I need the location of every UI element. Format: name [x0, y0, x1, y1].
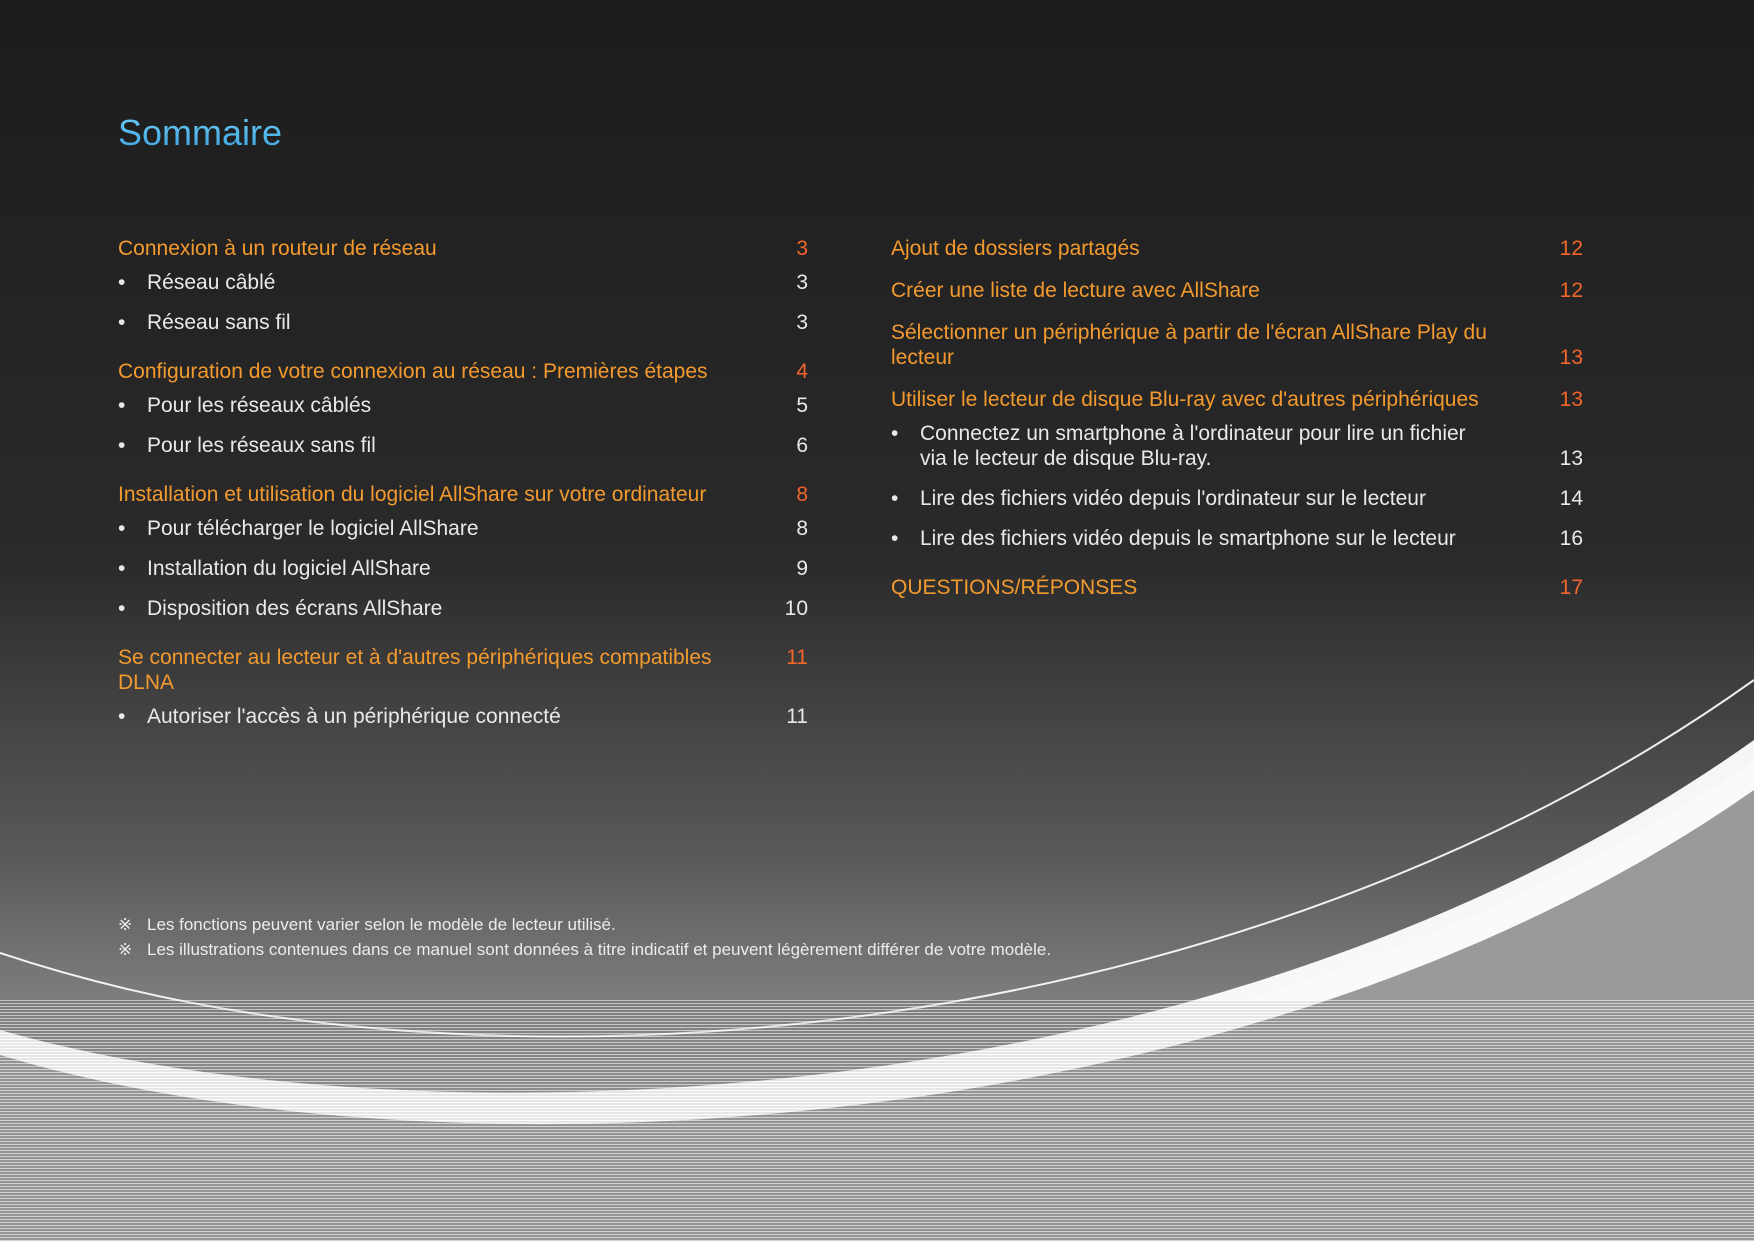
- toc-item[interactable]: • Installation du logiciel AllShare 9: [118, 557, 808, 580]
- toc-heading[interactable]: Connexion à un routeur de réseau 3: [118, 237, 808, 260]
- toc-heading[interactable]: Utiliser le lecteur de disque Blu-ray avec d'autres périphériques 13: [891, 388, 1583, 411]
- stripe-pattern: [0, 1000, 1754, 1241]
- toc-left-column: [118, 236, 808, 744]
- toc-item[interactable]: • Lire des fichiers vidéo depuis le smartphone sur le lecteur 16: [891, 527, 1583, 550]
- note-icon: ※: [118, 940, 133, 959]
- toc-item[interactable]: • Pour les réseaux sans fil 6: [118, 434, 808, 457]
- page-title: Sommaire: [118, 112, 283, 153]
- toc-item[interactable]: • Autoriser l'accès à un périphérique connecté 11: [118, 705, 808, 728]
- toc-item[interactable]: • Réseau câblé 3: [118, 271, 808, 294]
- footnote: ※ Les illustrations contenues dans ce manuel sont données à titre indicatif et peuvent légèrement différer de votre modèle.: [118, 937, 1051, 962]
- toc-heading[interactable]: Ajout de dossiers partagés 12: [891, 237, 1583, 260]
- toc-heading[interactable]: Sélectionner un périphérique à partir de l'écran AllShare Play du lecteur 13: [891, 321, 1583, 369]
- toc-item[interactable]: • Connectez un smartphone à l'ordinateur pour lire un fichier via le lecteur de disque Blu-ray. 13: [891, 422, 1583, 470]
- toc-item[interactable]: • Disposition des écrans AllShare 10: [118, 597, 808, 620]
- footnote: ※ Les fonctions peuvent varier selon le modèle de lecteur utilisé.: [118, 912, 1051, 937]
- toc-heading[interactable]: Créer une liste de lecture avec AllShare 12: [891, 279, 1583, 302]
- toc-heading[interactable]: Se connecter au lecteur et à d'autres périphériques compatibles DLNA 11: [118, 646, 808, 694]
- toc-item[interactable]: • Pour télécharger le logiciel AllShare 8: [118, 517, 808, 540]
- toc-item[interactable]: • Réseau sans fil 3: [118, 311, 808, 334]
- footnotes: [118, 912, 1051, 962]
- toc-item[interactable]: • Lire des fichiers vidéo depuis l'ordinateur sur le lecteur 14: [891, 487, 1583, 510]
- toc-heading[interactable]: QUESTIONS/RÉPONSES 17: [891, 576, 1583, 599]
- toc-right-column: [891, 236, 1583, 617]
- toc-heading[interactable]: Installation et utilisation du logiciel AllShare sur votre ordinateur 8: [118, 483, 808, 506]
- toc-item[interactable]: • Pour les réseaux câblés 5: [118, 394, 808, 417]
- note-icon: ※: [118, 915, 133, 934]
- toc-heading[interactable]: Configuration de votre connexion au réseau : Premières étapes 4: [118, 360, 808, 383]
